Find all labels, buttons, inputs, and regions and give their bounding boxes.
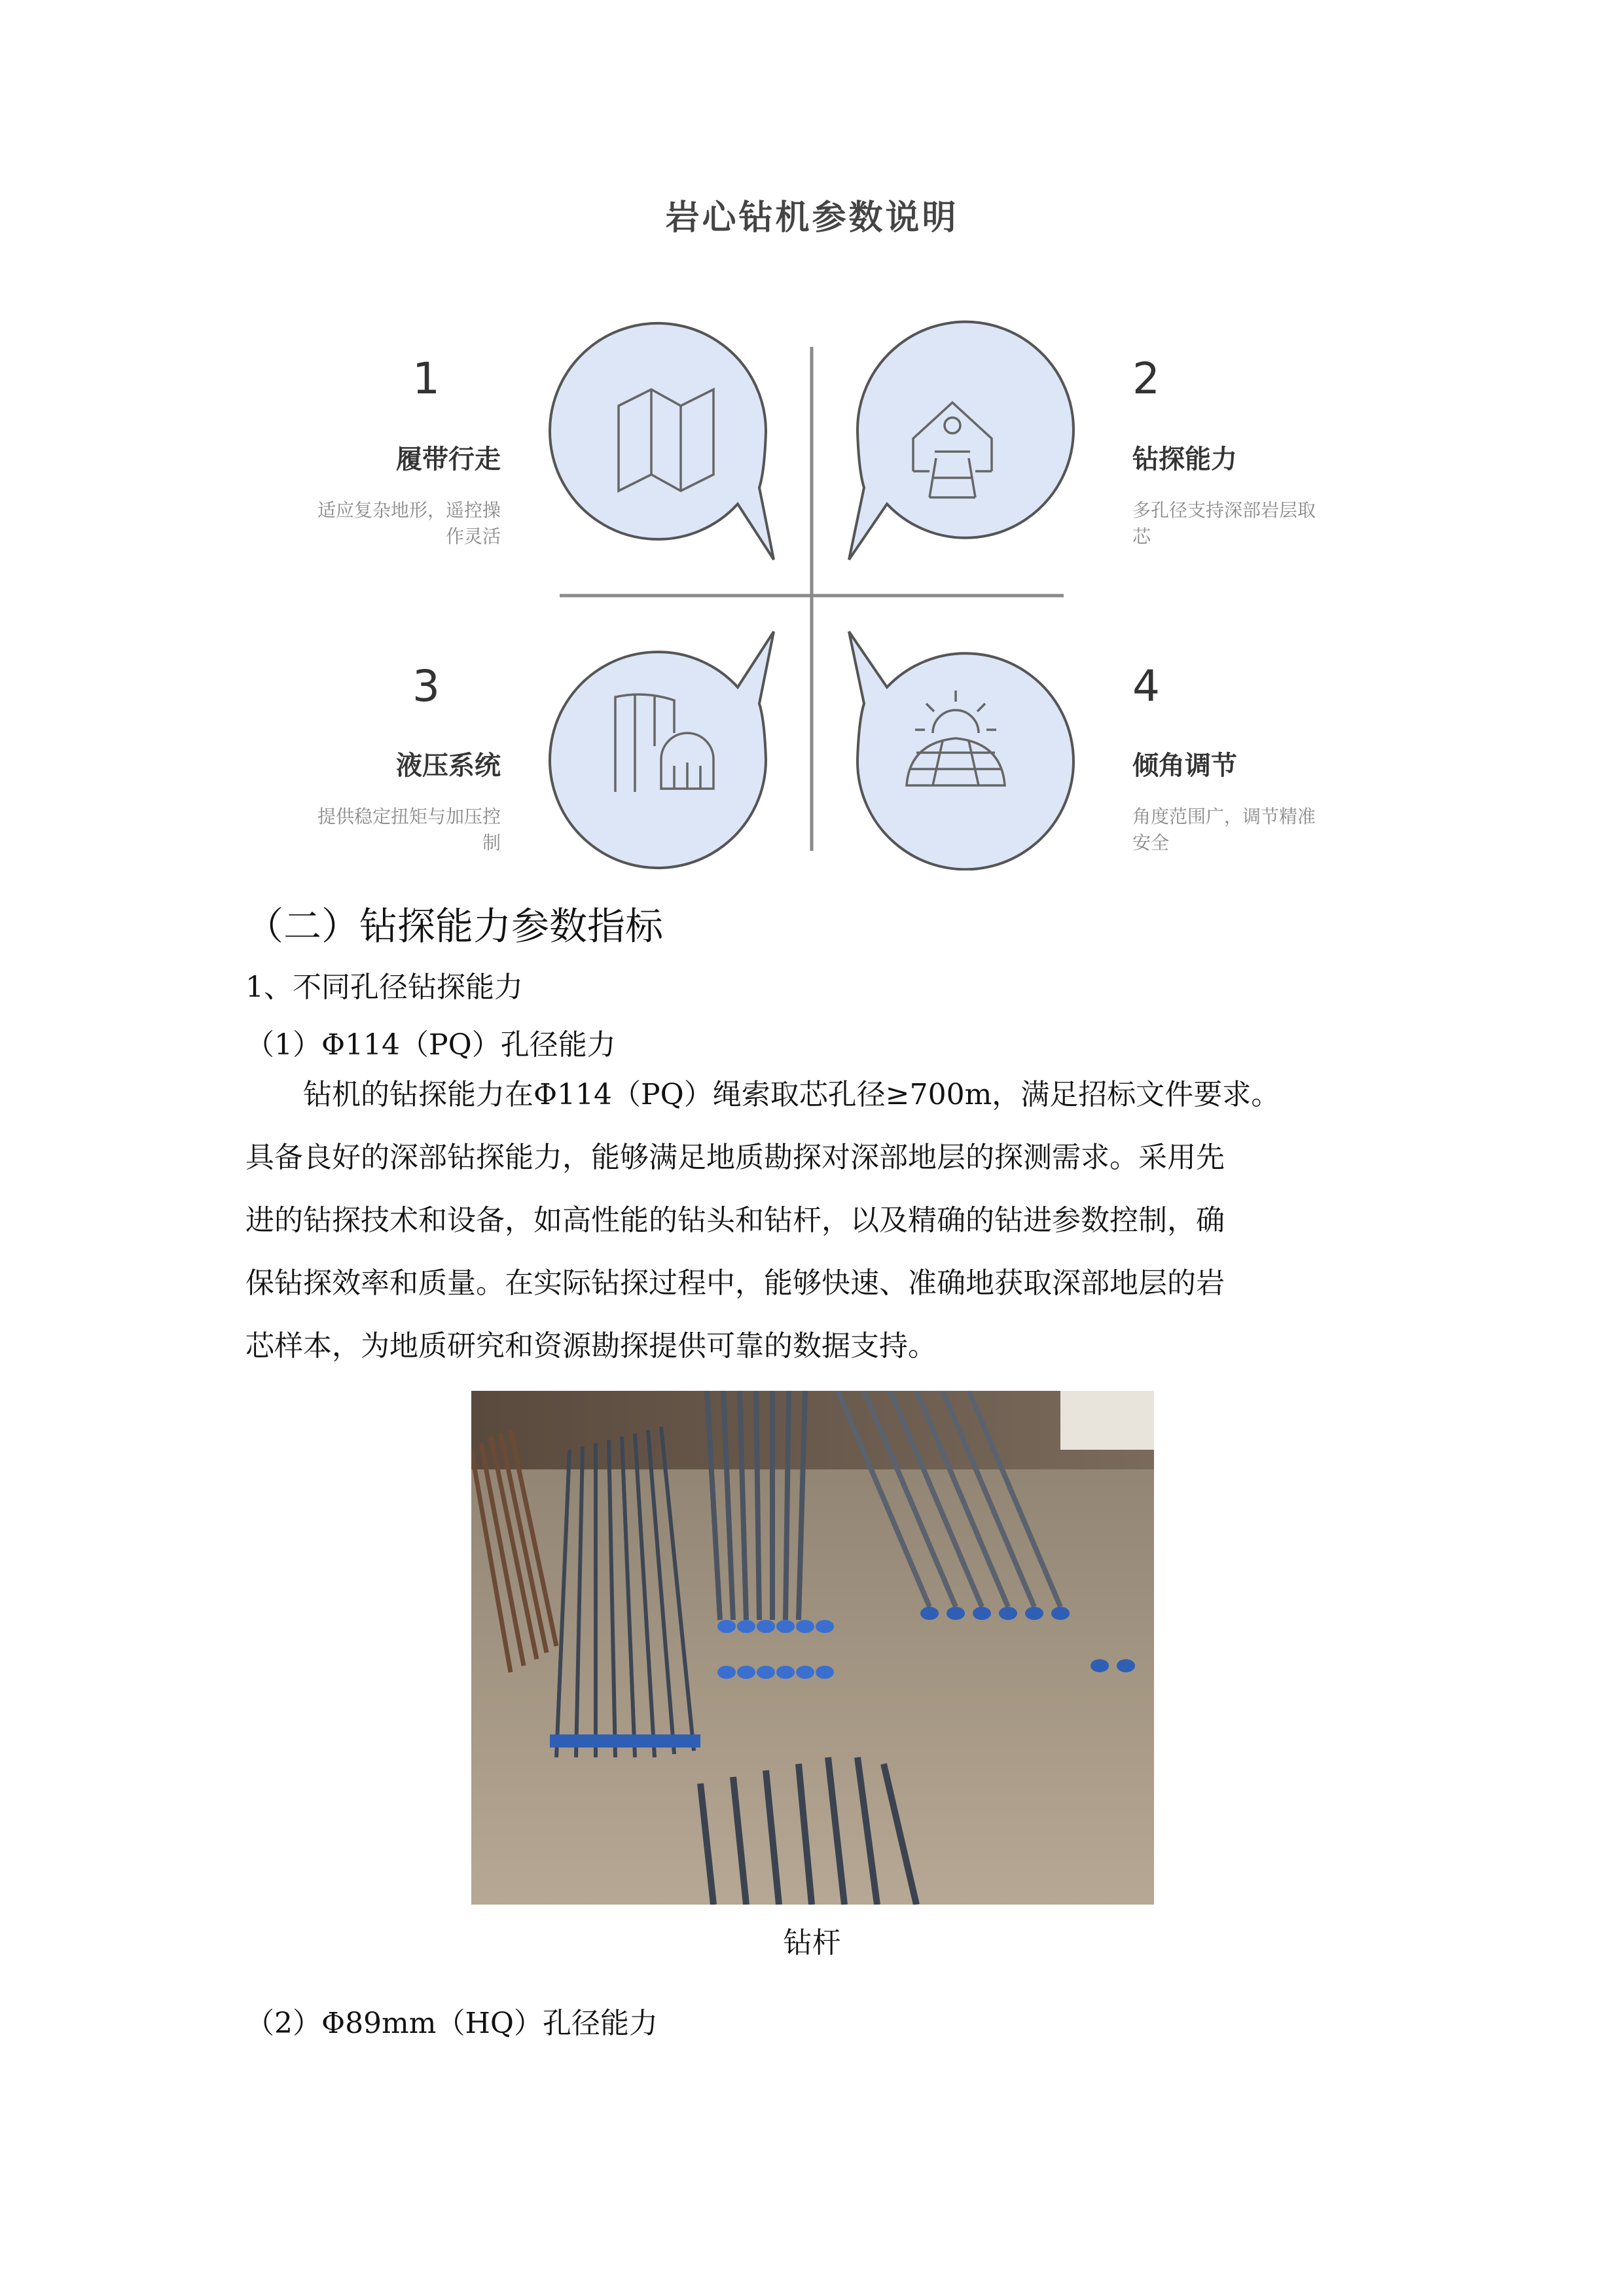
bubble-1	[550, 323, 774, 560]
item-1-heading: （1）Φ114（PQ）孔径能力	[245, 1028, 616, 1062]
quadrant-2-title: 钻探能力	[1132, 444, 1237, 475]
quadrant-2-number: 2	[1132, 353, 1160, 404]
body-paragraph: 钻机的钻探能力在Φ114（PQ）绳索取芯孔径≥700m，满足招标文件要求。 具备良好的深部钻探能力，能够满足地质勘探对深部地层的探测需求。采用先 进的钻探技术和设备，如高性能的钻头和钻杆，以及精确的钻进参数控制，确 保钻探效率和质量。在实际钻探过程中，能够快速、准确地获取深部地层的岩 芯样本，为地质研究和资源勘探提供可靠的数据支持。	[245, 1078, 1280, 1363]
quadrant-3-number: 3	[412, 661, 440, 711]
section-heading: （二）钻探能力参数指标	[245, 904, 664, 948]
quadrant-4-number: 4	[1132, 661, 1160, 711]
diagram-graphic	[0, 0, 1624, 870]
bubble-3	[550, 632, 774, 868]
item-2-heading: （2）Φ89mm（HQ）孔径能力	[245, 2007, 658, 2040]
quadrant-1-title: 履带行走	[396, 444, 501, 475]
quadrant-3-title: 液压系统	[396, 751, 501, 781]
subheading-1: 1、不同孔径钻探能力	[245, 971, 523, 1004]
diagram-title: 岩心钻机参数说明	[665, 198, 959, 238]
quadrant-4-desc: 角度范围广，调节精准 安全	[1132, 806, 1316, 853]
bubble-2	[849, 322, 1074, 560]
quadrant-1-number: 1	[412, 353, 440, 404]
photo-caption: 钻杆	[783, 1926, 841, 1960]
bubble-4	[849, 632, 1074, 869]
quadrant-3-desc: 提供稳定扭矩与加压控 制	[317, 806, 501, 853]
quadrant-4-title: 倾角调节	[1132, 751, 1237, 781]
quadrant-1-desc: 适应复杂地形，遥控操 作灵活	[317, 499, 501, 547]
quadrant-2-desc: 多孔径支持深部岩层取 芯	[1132, 499, 1316, 547]
drill-rods-photo	[471, 1391, 1154, 1905]
